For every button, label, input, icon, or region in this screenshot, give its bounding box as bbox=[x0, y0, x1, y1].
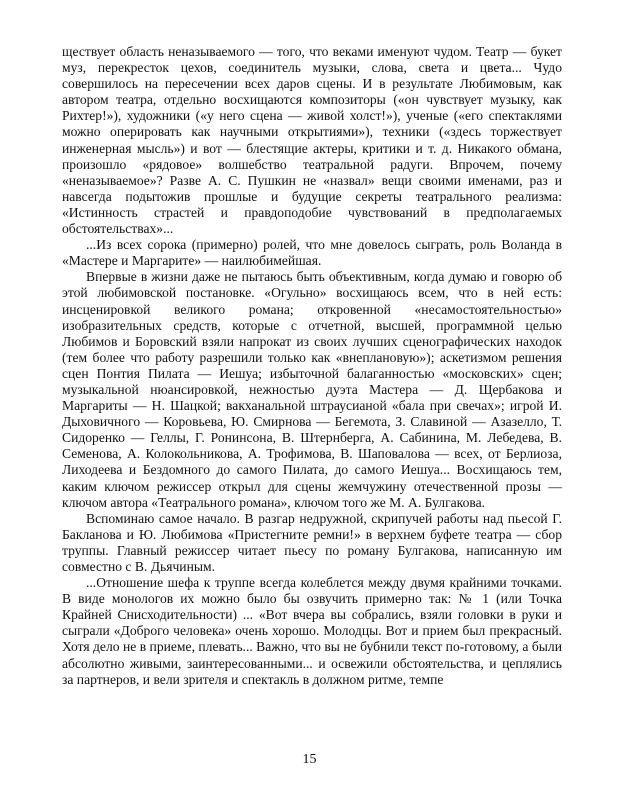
paragraph-chief-attitude: ...Отношение шефа к труппе всегда колеблется между двумя крайними точками. В виде монологов их можно было бы озвучить примерно так: № 1 (или Точка Крайней Снисходительности) ... «Вот вчера вы собрались, взяли головки в руки и сыграли «Доброго человека» очень хорошо. Молодцы. Вот и прием был прекрасный. Хотя дело не в приеме, плевать... Важно, что вы не бубнили текст по-готовому, а были абсолютно живыми, заинтересованными... и освежили обстоятельства, и цеплялись за партнеров, и вели зрителя и спектакль в должном ритме, темпе bbox=[62, 575, 562, 687]
paragraph-beginning: Вспоминаю самое начало. В разгар недружной, скрипучей работы над пьесой Г. Бакланова и Ю. Любимова «Пристегните ремни!» в верхнем буфете театра — сбор труппы. Главный режиссер читает пьесу по роману Булгакова, написанную им совместно с В. Дьячиным. bbox=[62, 510, 562, 574]
page-number: 15 bbox=[302, 752, 317, 767]
paragraph-admiration: Впервые в жизни даже не пытаюсь быть объективным, когда думаю и говорю об этой любимовской постановке. «Огульно» восхищаюсь всем, что в ней есть: инсценировкой великого романа; откровенной «несамостоятельностью» изобразительных средств, которые с отчетной, высшей, программной целью Любимов и Боровский взяли напрокат из своих лучших сценографических находок (тем более что работу разрешили только как «внеплановую»); аскетизмом решения сцен Понтия Пилата — Иешуа; избыточной балаганностью «московских» сцен; музыкальной нюансировкой, нежностью дуэта Мастера — Д. Щербакова и Маргариты — Н. Шацкой; вакханальной штраусианой «бала при свечах»; игрой И. Дыховичного — Коровьева, Ю. Смирнова — Бегемота, З. Славиной — Азазелло, Т. Сидоренко — Геллы, Г. Ронинсона, В. Штернберга, А. Сабинина, М. Лебедева, В. Семенова, А. Колокольникова, А. Трофимова, В. Шаповалова — всех, от Берлиоза, Лиходеева и Бездомного до самого Пилата, до самого Иешуа... Восхищаюсь тем, каким ключом режиссер открыл для сцены жемчужину отечественной прозы — ключом автора «Театрального романа», ключом того же М. А. Булгакова. bbox=[62, 269, 562, 510]
page-body bbox=[62, 44, 562, 688]
paragraph-woland-role: ...Из всех сорока (примерно) ролей, что мне довелось сыграть, роль Воланда в «Мастере и Маргарите» — наилюбимейшая. bbox=[62, 237, 562, 269]
paragraph-continuation: ществует область неназываемого — того, что веками именуют чудом. Театр — букет муз, перекресток цехов, соединитель музыки, слова, света и цвета... Чудо совершилось на пересечении всех даров сцены. И в результате Любимовым, как автором театра, отдельно восхищаются композиторы («он чувствует музыку, как Рихтер!»), художники («у него сцена — живой холст!»), ученые («его спектаклями можно оперировать как научными открытиями»), техники («здесь торжествует инженерная мысль») и вот — блестящие актеры, критики и т. д. Никакого обмана, произошло «рядовое» волшебство театральной радуги. Впрочем, почему «неназываемое»? Разве А. С. Пушкин не «назвал» вещи своими именами, раз и навсегда подытожив прошлые и будущие секреты театрального реализма: «Истинность страстей и правдоподобие чувствований в предполагаемых обстоятельствах»... bbox=[62, 44, 562, 237]
